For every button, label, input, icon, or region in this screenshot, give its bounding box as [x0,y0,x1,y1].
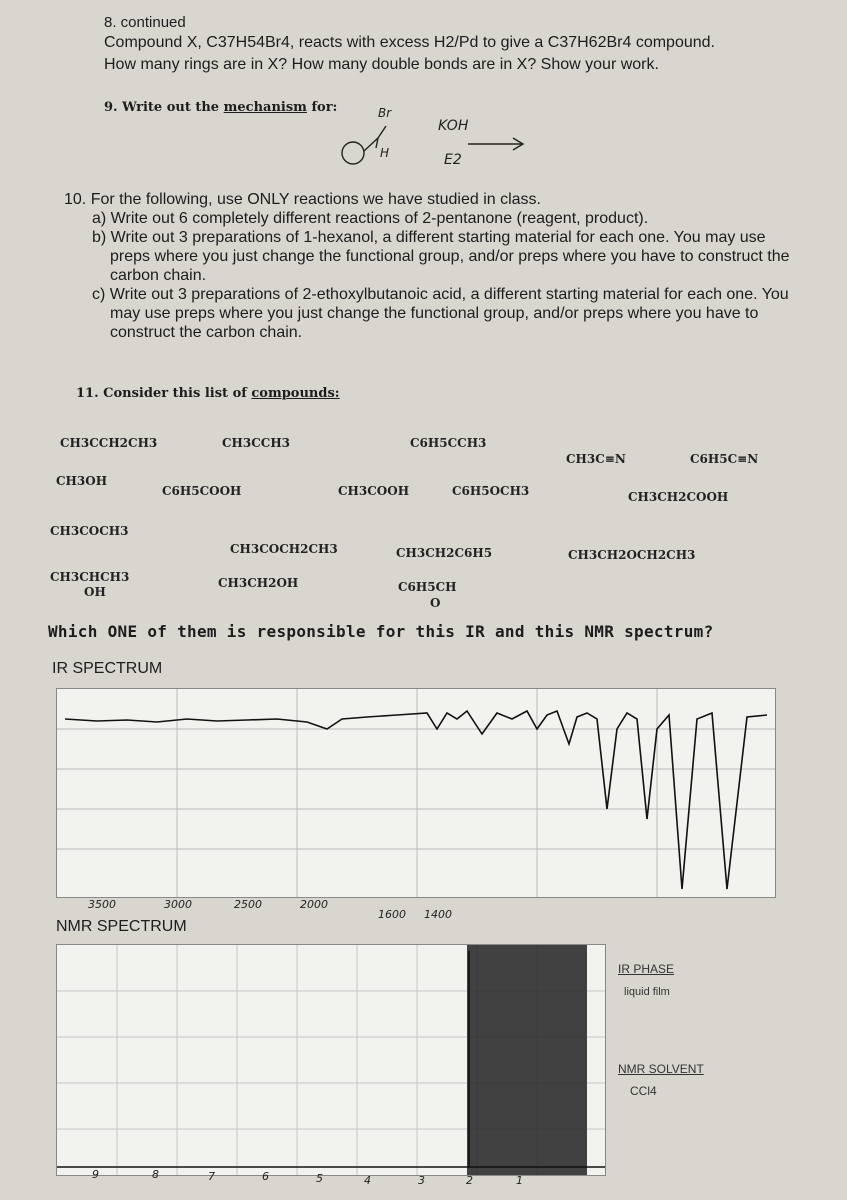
q10-part-c: c) Write out 3 preparations of 2-ethoxylbutanoic acid, a different starting material for each one. You may use preps where you just change the functional group, and/or preps where you have to construct the carbon chain. [92,286,789,341]
compound-item: CH3CH2COOH [628,490,729,504]
compound-item: C6H5C≡N [690,452,759,466]
nmr-tick: 4 [364,1174,371,1187]
nmr-tick: 3 [418,1174,425,1187]
ir-phase-value: liquid film [624,986,670,998]
q8-line-1: Compound X, C37H54Br4, reacts with excess H2/Pd to give a C37H62Br4 compound. [104,34,715,51]
compound-item: OH [84,585,106,599]
compound-item: O [430,596,441,610]
compound-item: C6H5CCH3 [410,436,487,450]
nmr-solvent-title [618,1062,704,1076]
nmr-solvent-value: CCl4 [630,1084,657,1098]
q11-question: Which ONE of them is responsible for this IR and this NMR spectrum? [48,622,714,641]
ir-tick: 1600 [378,908,406,921]
compound-item: CH3COCH2CH3 [230,542,338,556]
q9-hand-br: Br [378,106,392,120]
ir-spectrum-plot [57,689,775,897]
compound-item: CH3OH [56,474,108,488]
q9-hand-reagent: KOH [438,118,469,134]
q9-underlined: mechanism [223,100,307,115]
q8-heading: 8. continued [104,14,186,31]
compound-item: CH3CHCH3 [50,570,130,584]
nmr-dark-region [467,945,587,1175]
ir-spectrum-label: IR SPECTRUM [52,660,163,677]
q9-suffix: for: [311,100,338,115]
ir-tick: 1400 [424,908,452,921]
compound-item: CH3CCH2CH3 [60,436,158,450]
nmr-tick: 1 [516,1174,523,1187]
q11-prefix: 11. Consider this list of [76,386,247,401]
compound-item: C6H5OCH3 [452,484,530,498]
ir-tick: 3000 [164,898,192,911]
nmr-tick: 6 [262,1170,269,1183]
ir-tick: 2000 [300,898,328,911]
compound-item: CH3CH2OH [218,576,299,590]
q10-part-a: a) Write out 6 completely different reactions of 2-pentanone (reagent, product). [92,210,649,227]
q9-prefix: 9. Write out the [104,100,220,115]
q11-underlined: compounds: [251,386,340,401]
q10-part-b: b) Write out 3 preparations of 1-hexanol, a different starting material for each one. You may use preps where you just change the functional group, and/or preps where you have to construct the carbon chain. [92,229,790,284]
q9-hand-conditions: E2 [444,152,462,168]
q10-block [64,190,804,342]
compound-item: C6H5CH [398,580,457,594]
q10-intro: 10. For the following, use ONLY reactions we have studied in class. [64,191,541,208]
ir-phase-title [618,962,674,976]
compound-item: CH3CCH3 [222,436,291,450]
nmr-tick: 7 [208,1170,215,1183]
compound-item: CH3CH2C6H5 [396,546,493,560]
compound-item: CH3CH2OCH2CH3 [568,548,696,562]
ir-phase-title-text: IR PHASE [618,962,675,976]
nmr-spectrum-plot [57,945,605,1175]
ir-tick: 2500 [234,898,262,911]
nmr-tick: 5 [316,1172,323,1185]
ir-trace [65,711,767,889]
nmr-spectrum-label: NMR SPECTRUM [56,918,187,935]
compound-item: CH3COCH3 [50,524,129,538]
nmr-solvent-title-text: NMR SOLVENT [618,1062,704,1076]
q9-prompt [104,100,337,115]
nmr-tick: 2 [466,1174,473,1187]
compound-item: CH3COOH [338,484,410,498]
nmr-tick: 8 [152,1168,159,1181]
ir-tick: 3500 [88,898,116,911]
compound-item: CH3C≡N [566,452,626,466]
q11-prompt [76,386,340,401]
compound-item: C6H5COOH [162,484,242,498]
ir-spectrum-panel [56,688,776,898]
q9-hand-h: H [380,146,390,160]
q8-line-2: How many rings are in X? How many double bonds are in X? Show your work. [104,56,659,73]
nmr-spectrum-panel [56,944,606,1176]
nmr-tick: 9 [92,1168,99,1181]
